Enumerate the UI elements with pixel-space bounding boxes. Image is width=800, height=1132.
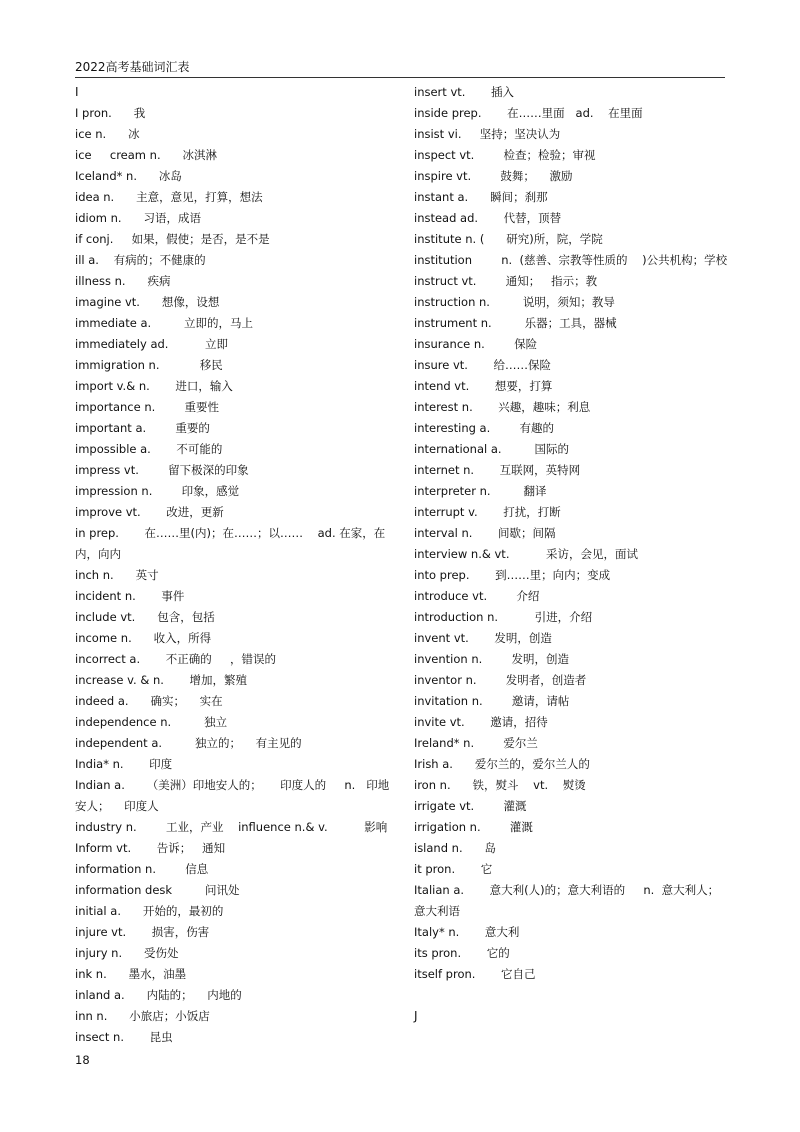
vocab-entry: interest n. 兴趣，趣味；利息 xyxy=(414,400,591,414)
vocab-entry: idiom n. 习语，成语 xyxy=(75,211,201,225)
vocab-entry: inch n. 英寸 xyxy=(75,568,159,582)
vocab-entry: inn n. 小旅店；小饭店 xyxy=(75,1009,210,1023)
vocab-entry: important a. 重要的 xyxy=(75,421,210,435)
vocab-entry: instrument n. 乐器；工具，器械 xyxy=(414,316,617,330)
vocab-entry: instant a. 瞬间；刹那 xyxy=(414,190,548,204)
vocab-entry: invitation n. 邀请，请帖 xyxy=(414,694,570,708)
vocab-entry: initial a. 开始的，最初的 xyxy=(75,904,224,918)
vocab-entry: interpreter n. 翻译 xyxy=(414,484,547,498)
vocab-entry: instead ad. 代替，顶替 xyxy=(414,211,562,225)
vocab-entry: income n. 收入，所得 xyxy=(75,631,212,645)
vocab-entry: interval n. 间歇；间隔 xyxy=(414,526,556,540)
vocab-entry: introduction n. 引进，介绍 xyxy=(414,610,593,624)
vocab-entry: indeed a. 确实； 实在 xyxy=(75,694,223,708)
vocab-entry: invention n. 发明，创造 xyxy=(414,652,570,666)
vocab-entry: independent a. 独立的； 有主见的 xyxy=(75,736,302,750)
vocab-entry: insist vi. 坚持；坚决认为 xyxy=(414,127,561,141)
vocab-entry: island n. 岛 xyxy=(414,841,497,855)
vocab-entry: ink n. 墨水，油墨 xyxy=(75,967,187,981)
vocab-entry: itself pron. 它自己 xyxy=(414,967,536,981)
vocab-entry: institution n. (慈善、宗教等性质的 )公共机构；学校 xyxy=(414,253,728,267)
vocab-entry: Inform vt. 告诉； 通知 xyxy=(75,841,226,855)
vocab-entry: insect n. 昆虫 xyxy=(75,1030,173,1044)
vocab-entry: inspire vt. 鼓舞； 激励 xyxy=(414,169,573,183)
page-number: 18 xyxy=(75,1053,90,1067)
vocab-entry: Irish a. 爱尔兰的，爱尔兰人的 xyxy=(414,757,590,771)
vocab-entry: Italian a. 意大利(人)的；意大利语的 n. 意大利人；意大利语 xyxy=(414,883,720,918)
vocab-entry: invite vt. 邀请，招待 xyxy=(414,715,548,729)
vocab-entry: illness n. 疾病 xyxy=(75,274,171,288)
vocab-entry: into prep. 到……里；向内；变成 xyxy=(414,568,611,582)
right-column xyxy=(414,82,729,1027)
section-letter: I xyxy=(75,85,79,99)
vocab-entry: impossible a. 不可能的 xyxy=(75,442,223,456)
vocab-entry: Italy* n. 意大利 xyxy=(414,925,520,939)
vocab-entry: importance n. 重要性 xyxy=(75,400,220,414)
vocab-entry: irrigation n. 灌溉 xyxy=(414,820,533,834)
vocab-entry: industry n. 工业，产业 influence n.& v. 影响 xyxy=(75,820,388,834)
vocab-entry: injure vt. 损害，伤害 xyxy=(75,925,210,939)
vocab-entry: its pron. 它的 xyxy=(414,946,510,960)
vocab-entry: international a. 国际的 xyxy=(414,442,569,456)
vocab-entry: ice cream n. 冰淇淋 xyxy=(75,148,218,162)
vocab-entry: insure vt. 给……保险 xyxy=(414,358,552,372)
vocab-entry: if conj. 如果，假使；是否，是不是 xyxy=(75,232,270,246)
vocab-entry: internet n. 互联网，英特网 xyxy=(414,463,581,477)
vocab-entry: I pron. 我 xyxy=(75,106,146,120)
vocab-entry: imagine vt. 想像，设想 xyxy=(75,295,220,309)
vocab-entry: idea n. 主意，意见，打算，想法 xyxy=(75,190,263,204)
vocab-entry: inside prep. 在……里面 ad. 在里面 xyxy=(414,106,643,120)
vocab-entry: incorrect a. 不正确的 ，错误的 xyxy=(75,652,276,666)
vocab-entry: interview n.& vt. 采访，会见，面试 xyxy=(414,547,639,561)
vocab-entry: increase v. & n. 增加，繁殖 xyxy=(75,673,248,687)
vocab-entry: improve vt. 改进，更新 xyxy=(75,505,224,519)
vocab-entry: insert vt. 插入 xyxy=(414,85,515,99)
section-letter: J xyxy=(414,1009,418,1023)
vocab-entry: Iceland* n. 冰岛 xyxy=(75,169,182,183)
vocab-entry: impression n. 印象，感觉 xyxy=(75,484,240,498)
vocab-entry: inspect vt. 检查；检验；审视 xyxy=(414,148,596,162)
vocab-entry: intend vt. 想要，打算 xyxy=(414,379,553,393)
vocab-entry xyxy=(414,985,729,1006)
vocab-entry: instruction n. 说明，须知；教导 xyxy=(414,295,615,309)
vocab-entry: information n. 信息 xyxy=(75,862,209,876)
vocab-entry: import v.& n. 进口，输入 xyxy=(75,379,233,393)
vocab-entry: India* n. 印度 xyxy=(75,757,173,771)
vocab-entry: ice n. 冰 xyxy=(75,127,140,141)
vocab-entry: institute n. ( 研究)所，院，学院 xyxy=(414,232,603,246)
vocab-entry: irrigate vt. 灌溉 xyxy=(414,799,527,813)
vocab-entry: invent vt. 发明，创造 xyxy=(414,631,552,645)
header-rule xyxy=(75,77,725,78)
vocab-entry: injury n. 受伤处 xyxy=(75,946,179,960)
vocab-entry: inventor n. 发明者，创造者 xyxy=(414,673,587,687)
vocab-entry: include vt. 包含，包括 xyxy=(75,610,215,624)
vocab-entry: ill a. 有病的；不健康的 xyxy=(75,253,206,267)
vocab-entry: Indian a. （美洲）印地安人的； 印度人的 n. 印地安人； 印度人 xyxy=(75,778,390,813)
vocab-entry: Ireland* n. 爱尔兰 xyxy=(414,736,538,750)
left-column xyxy=(75,82,390,1048)
vocab-entry: information desk 问讯处 xyxy=(75,883,240,897)
vocab-entry: impress vt. 留下极深的印象 xyxy=(75,463,249,477)
vocab-entry: introduce vt. 介绍 xyxy=(414,589,540,603)
vocab-entry: immediately ad. 立即 xyxy=(75,337,229,351)
vocab-entry: interrupt v. 打扰，打断 xyxy=(414,505,561,519)
vocab-entry: immigration n. 移民 xyxy=(75,358,223,372)
vocab-entry: inland a. 内陆的； 内地的 xyxy=(75,988,242,1002)
vocab-entry: incident n. 事件 xyxy=(75,589,185,603)
vocab-entry: in prep. 在……里(内)；在……；以…… ad. 在家，在内，向内 xyxy=(75,526,386,561)
vocab-entry: interesting a. 有趣的 xyxy=(414,421,555,435)
vocab-entry: instruct vt. 通知； 指示；教 xyxy=(414,274,598,288)
vocab-entry: insurance n. 保险 xyxy=(414,337,538,351)
vocab-entry: iron n. 铁，熨斗 vt. 熨烫 xyxy=(414,778,586,792)
page-header: 2022高考基础词汇表 xyxy=(75,60,190,74)
vocab-entry: immediate a. 立即的，马上 xyxy=(75,316,254,330)
vocab-entry: independence n. 独立 xyxy=(75,715,228,729)
vocab-entry: it pron. 它 xyxy=(414,862,493,876)
